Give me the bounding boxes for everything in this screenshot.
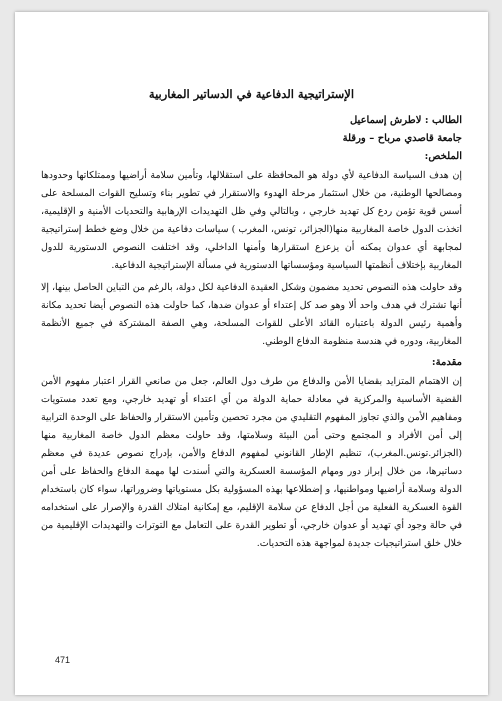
page-content: [41, 87, 462, 557]
author-line: الطالب : لاطرش إسماعيل: [349, 115, 462, 126]
document-page: [15, 12, 488, 695]
introduction-paragraph: إن الاهتمام المتزايد بقضايا الأمن والدفاع من طرف دول العالم، جعل من صانعي القرار اعتبار مفهوم الأمن القضية الأساسية والمركزية في معادلة حماية الدولة من أي اعتداء أو تهديد خارجي، ومع تعدد مستويات ومفاهيم الأمن والذي تجاوز المفهوم التقليدي من مجرد تحصين وتأمين الاستقرار والحفاظ على الوحدة الترابية إلى أمن الأفراد و المجتمع وحتى أمن البيئة وسلامتها، وقد حاولت معظم الدول خاصة المغاربية منها (الجزائر.تونس.المغرب)، تنظيم الإطار القانوني لمفهوم الدفاع والأمن، بإدراج نصوص عديدة في معظم دساتيرها، من خلال إبراز دور ومهام المؤسسة العسكرية والتي أسندت لها مهمة الدفاع والحفاظ على أمن الدولة وسلامة أراضيها ومواطنيها، و إضطلاعها بهذه المسؤولية بكل مستوياتها وضروراتها، سواء كان باستخدام القوة العسكرية الفعلية من أجل الدفاع عن سلامة الإقليم، مع إمكانية امتلاك القدرة والإصرار على استخدامه في حالة وجود أي تهديد أو عدوان خارجي، أو تطوير القدرة على التعامل مع التوترات والتهديدات الإقليمية من خلال خلق استراتيجيات جديدة لمواجهة هذه التحديات.: [41, 376, 462, 549]
abstract-heading: الملخص:: [424, 151, 462, 162]
page-number: 471: [55, 655, 71, 665]
introduction-heading: مقدمة:: [431, 357, 462, 368]
abstract-paragraph: وقد حاولت هذه النصوص تحديد مضمون وشكل العقيدة الدفاعية لكل دولة، بالرغم من التباين الحاصل بينها، إلا أنها تشترك في هدف واحد ألا وهو صد كل إعتداء أو عدوان ضدها، كما حاولت هذه النصوص أيضا تحديد مكانة وأهمية رئيس الدولة باعتباره القائد الأعلى للقوات المسلحة، وهي الصفة المشتركة في جميع الأنظمة المغاربية، ودوره في هندسة منظومة الدفاع الوطني.: [41, 282, 462, 347]
abstract-paragraph: إن هدف السياسة الدفاعية لأي دولة هو المحافظة على استقلالها، وتأمين سلامة أراضيها وممتلكاتها وحدودها ومصالحها الوطنية، من خلال استثمار مرحلة الهدوء والاستقرار في تطوير بناء وتسليح القوات المسلحة على أسس قوية تؤمن ردع كل تهديد خارجي ، وبالتالي وفي ظل التهديدات الإرهابية والتحديات الأمنية و الإقليمية، اتخذت الدول خاصة المغاربية منها(الجزائر، تونس، المغرب ) سياسات دفاعية من خلال وضع خطط إستراتيجية لمجابهة أي عدوان يمكنه أن يزعزع استقرارها وأمنها الداخلي، وقد اختلفت النصوص الدستورية للدول المغاربية بإختلاف أنظمتها السياسية ومؤسساتها الدستورية في مسألة الإستراتيجية الدفاعية.: [41, 170, 462, 271]
university-line: جامعة قاصدي مرباح – ورقلة: [342, 133, 462, 144]
paper-title: الإستراتيجية الدفاعية في الدساتير المغاربية: [148, 87, 355, 101]
